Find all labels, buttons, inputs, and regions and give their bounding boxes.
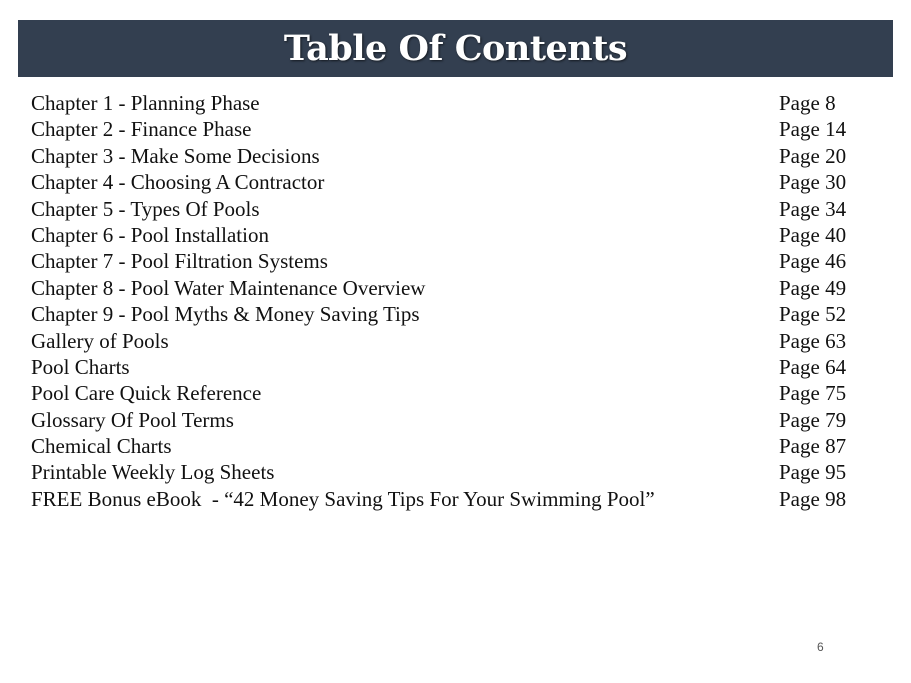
toc-entry-page: Page 79 <box>779 407 847 432</box>
toc-entry-page: Page 87 <box>779 434 847 459</box>
toc-entry-page: Page 14 <box>779 117 847 142</box>
toc-entry-title: Pool Charts <box>31 354 130 379</box>
toc-entry <box>31 380 871 406</box>
toc-entry-page: Page 98 <box>779 486 847 511</box>
toc-entry-title: Chapter 1 - Planning Phase <box>31 91 260 115</box>
toc-entry <box>31 222 871 248</box>
toc-entry-title: Chapter 5 - Types Of Pools <box>31 196 260 221</box>
toc-entry <box>31 459 871 485</box>
toc-entry-title: Chapter 7 - Pool Filtration Systems <box>31 249 328 274</box>
toc-entry-page: Page 64 <box>779 354 847 379</box>
toc-entry <box>31 90 871 116</box>
toc-entry <box>31 486 871 512</box>
toc-entry-page: Page 20 <box>779 143 847 168</box>
toc-entry <box>31 169 871 195</box>
toc-entry-page: Page 49 <box>779 275 847 300</box>
toc-entry-title: Chapter 6 - Pool Installation <box>31 222 269 247</box>
toc-entry <box>31 301 871 327</box>
page-title: Table Of Contents <box>283 28 628 69</box>
toc-entry-page: Page 8 <box>779 91 836 115</box>
toc-entry-title: Chapter 8 - Pool Water Maintenance Overview <box>31 275 426 300</box>
toc-entry <box>31 248 871 274</box>
toc-entry-page: Page 34 <box>779 196 847 221</box>
toc-entry <box>31 275 871 301</box>
toc-entry-title: Chapter 3 - Make Some Decisions <box>31 143 320 168</box>
toc-entry <box>31 354 871 380</box>
toc-entry-title: Chemical Charts <box>31 434 172 459</box>
toc-entry-title: Pool Care Quick Reference <box>31 381 262 406</box>
toc-entry <box>31 407 871 433</box>
toc-entry-page: Page 75 <box>779 381 847 406</box>
table-of-contents-list <box>31 90 871 512</box>
toc-entry <box>31 116 871 142</box>
page-number: 6 <box>817 640 824 654</box>
toc-entry-page: Page 46 <box>779 249 847 274</box>
toc-entry-title: Chapter 4 - Choosing A Contractor <box>31 170 325 195</box>
toc-entry-page: Page 95 <box>779 460 847 485</box>
toc-entry-title: Chapter 2 - Finance Phase <box>31 117 252 142</box>
toc-entry-page: Page 63 <box>779 328 847 353</box>
toc-entry-title: Glossary Of Pool Terms <box>31 407 234 432</box>
toc-entry-title: Printable Weekly Log Sheets <box>31 460 275 485</box>
toc-entry <box>31 196 871 222</box>
toc-entry-title: Chapter 9 - Pool Myths & Money Saving Tips <box>31 302 420 327</box>
toc-entry-title: Gallery of Pools <box>31 328 169 353</box>
toc-entry-title: FREE Bonus eBook - “42 Money Saving Tips For Your Swimming Pool” <box>31 486 655 511</box>
toc-entry <box>31 433 871 459</box>
toc-entry-page: Page 52 <box>779 302 847 327</box>
toc-entry <box>31 328 871 354</box>
title-banner <box>18 20 893 77</box>
toc-entry <box>31 143 871 169</box>
toc-entry-page: Page 30 <box>779 170 847 195</box>
toc-entry-page: Page 40 <box>779 222 847 247</box>
